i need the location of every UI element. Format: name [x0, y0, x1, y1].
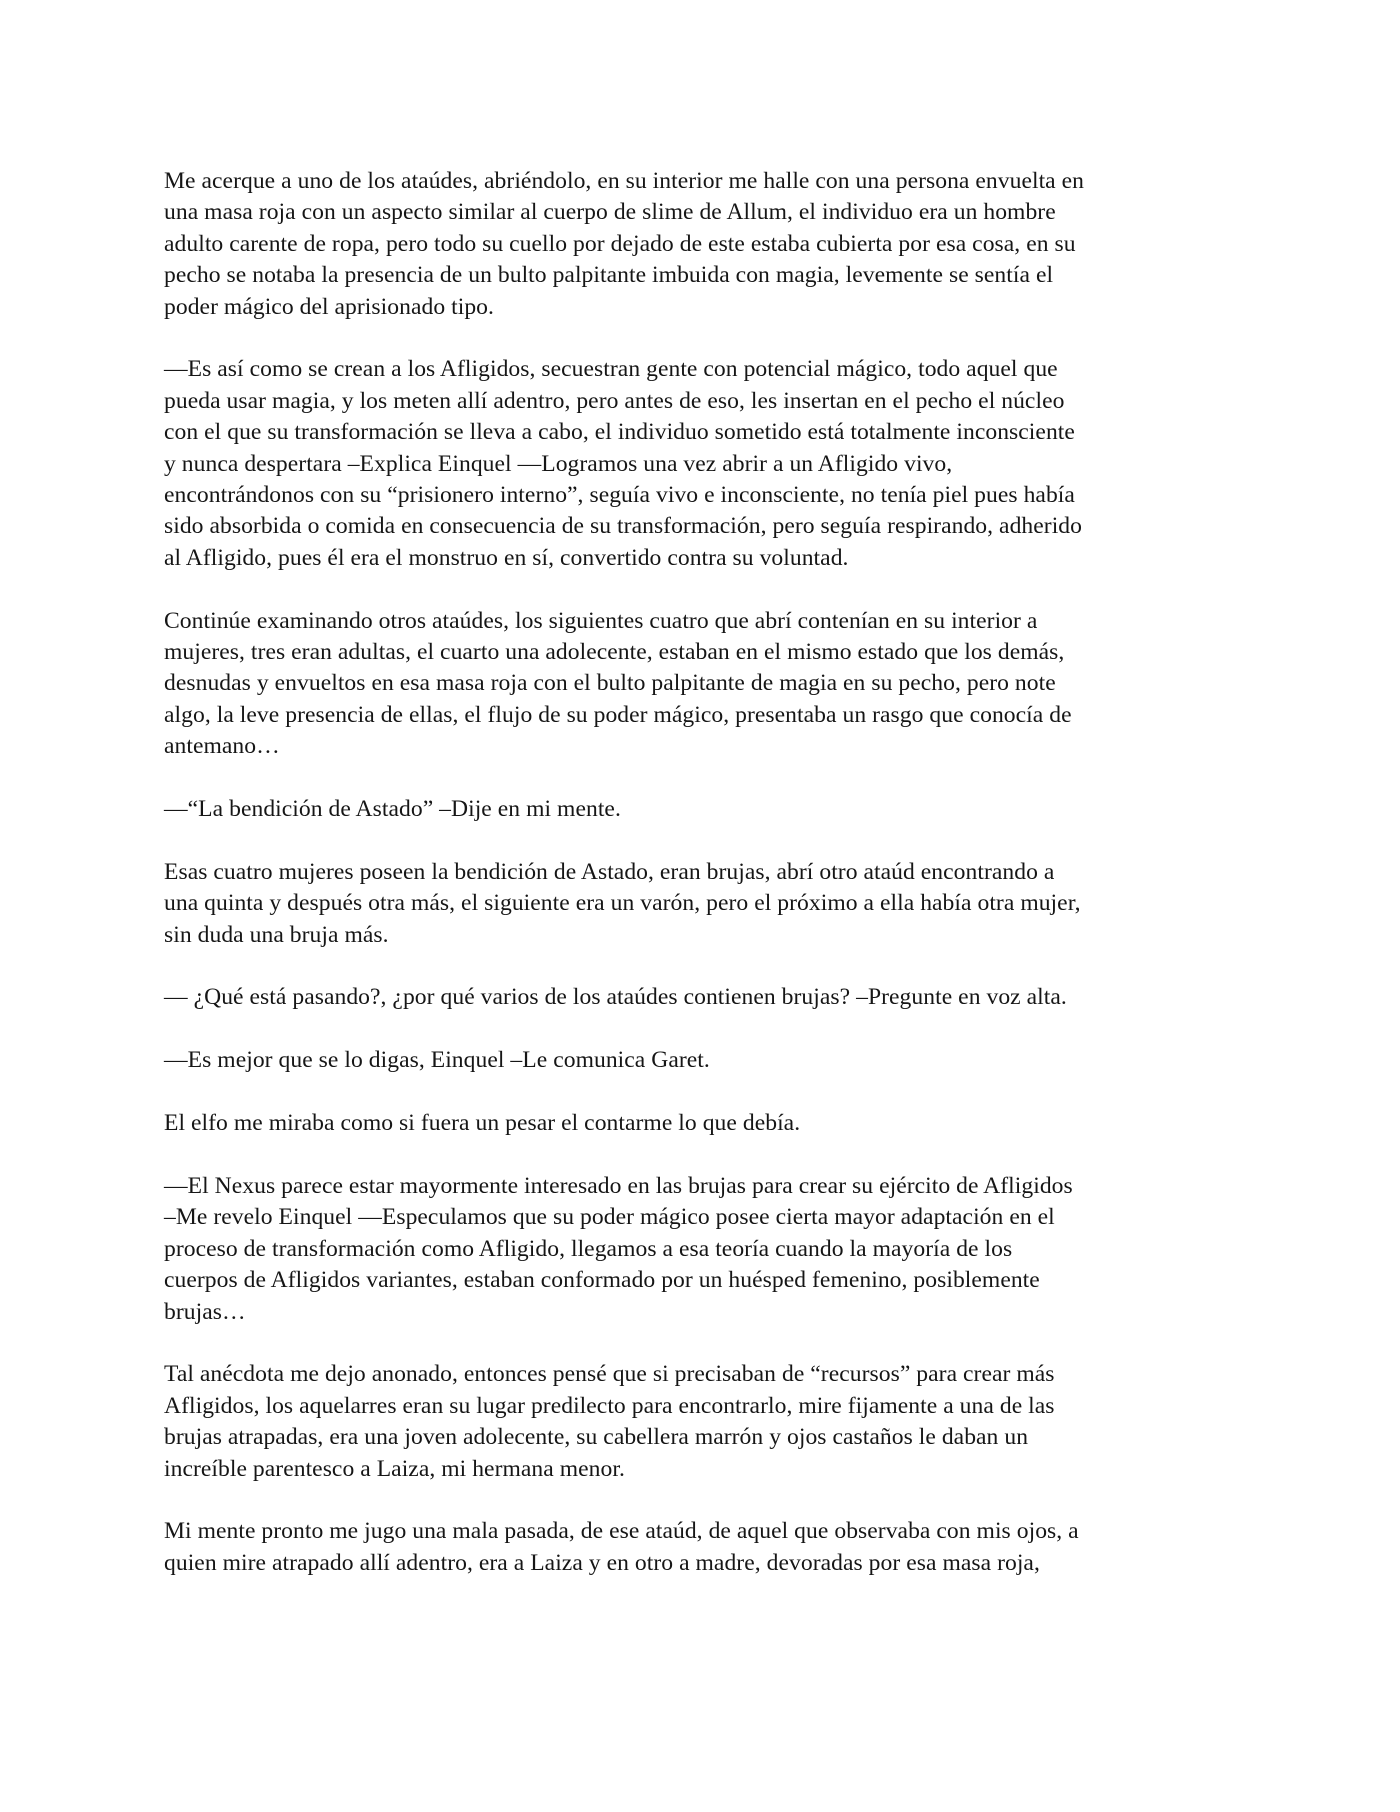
- text-line: algo, la leve presencia de ellas, el flujo de su poder mágico, presentaba un rasgo que conocía de: [164, 701, 1072, 728]
- text-line: cuerpos de Afligidos variantes, estaban conformado por un huésped femenino, posiblemente: [164, 1267, 1040, 1294]
- text-line: increíble parentesco a Laiza, mi hermana menor.: [164, 1455, 625, 1482]
- text-line: pueda usar magia, y los meten allí adentro, pero antes de eso, les insertan en el pecho el núcleo: [164, 387, 1065, 414]
- text-line: —Es mejor que se lo digas, Einquel –Le comunica Garet.: [164, 1047, 710, 1074]
- text-line: Esas cuatro mujeres poseen la bendición de Astado, eran brujas, abrí otro ataúd encontrando a: [164, 858, 1055, 885]
- paragraph: [164, 1108, 1236, 1139]
- paragraph: [164, 354, 1236, 574]
- text-line: sin duda una bruja más.: [164, 921, 389, 948]
- text-line: El elfo me miraba como si fuera un pesar el contarme lo que debía.: [164, 1110, 801, 1137]
- text-line: al Afligido, pues él era el monstruo en sí, convertido contra su voluntad.: [164, 544, 849, 571]
- text-line: una masa roja con un aspecto similar al cuerpo de slime de Allum, el individuo era un hombre: [164, 199, 1056, 226]
- text-line: Mi mente pronto me jugo una mala pasada, de ese ataúd, de aquel que observaba con mis ojos, a: [164, 1518, 1079, 1545]
- text-line: poder mágico del aprisionado tipo.: [164, 293, 494, 320]
- text-line: —Es así como se crean a los Afligidos, secuestran gente con potencial mágico, todo aquel que: [164, 356, 1058, 383]
- text-line: antemano…: [164, 733, 280, 760]
- text-line: adulto carente de ropa, pero todo su cuello por dejado de este estaba cubierta por esa cosa, en su: [164, 230, 1076, 257]
- paragraph: [164, 982, 1236, 1013]
- text-line: Afligidos, los aquelarres eran su lugar predilecto para encontrarlo, mire fijamente a una de las: [164, 1392, 1055, 1419]
- paragraph: [164, 166, 1236, 323]
- paragraph: [164, 1171, 1236, 1328]
- paragraph: [164, 1045, 1236, 1076]
- text-line: mujeres, tres eran adultas, el cuarto una adolecente, estaban en el mismo estado que los demás,: [164, 639, 1065, 666]
- text-line: Me acerque a uno de los ataúdes, abriéndolo, en su interior me halle con una persona envuelta en: [164, 168, 1085, 194]
- text-line: Continúe examinando otros ataúdes, los siguientes cuatro que abrí contenían en su interior a: [164, 607, 1038, 634]
- text-line: Tal anécdota me dejo anonado, entonces pensé que si precisaban de “recursos” para crear más: [164, 1361, 1055, 1388]
- text-line: brujas…: [164, 1298, 246, 1325]
- text-line: — ¿Qué está pasando?, ¿por qué varios de los ataúdes contienen brujas? –Pregunte en voz alta.: [164, 984, 1067, 1011]
- text-line: brujas atrapadas, era una joven adolecente, su cabellera marrón y ojos castaños le daban un: [164, 1424, 1029, 1451]
- paragraph: [164, 1516, 1236, 1579]
- text-line: —El Nexus parece estar mayormente interesado en las brujas para crear su ejército de Afligidos: [164, 1172, 1073, 1199]
- text-line: —“La bendición de Astado” –Dije en mi mente.: [164, 796, 621, 823]
- text-line: pecho se notaba la presencia de un bulto palpitante imbuida con magia, levemente se sentía el: [164, 262, 1054, 289]
- paragraph: [164, 1359, 1236, 1485]
- text-line: sido absorbida o comida en consecuencia de su transformación, pero seguía respirando, adherido: [164, 513, 1082, 540]
- text-line: quien mire atrapado allí adentro, era a Laiza y en otro a madre, devoradas por esa masa roja,: [164, 1549, 1040, 1576]
- text-line: y nunca despertara –Explica Einquel —Logramos una vez abrir a un Afligido vivo,: [164, 450, 953, 477]
- document-body: [164, 166, 1236, 1611]
- text-line: desnudas y envueltos en esa masa roja con el bulto palpitante de magia en su pecho, pero note: [164, 670, 1056, 697]
- text-line: con el que su transformación se lleva a cabo, el individuo sometido está totalmente inconsciente: [164, 419, 1075, 446]
- text-line: –Me revelo Einquel —Especulamos que su poder mágico posee cierta mayor adaptación en el: [164, 1204, 1055, 1231]
- paragraph: [164, 606, 1236, 763]
- paragraph: [164, 857, 1236, 951]
- text-line: proceso de transformación como Afligido, llegamos a esa teoría cuando la mayoría de los: [164, 1235, 1013, 1262]
- text-line: encontrándonos con su “prisionero interno”, seguía vivo e inconsciente, no tenía piel pues había: [164, 482, 1075, 509]
- text-line: una quinta y después otra más, el siguiente era un varón, pero el próximo a ella había otra mujer,: [164, 890, 1081, 917]
- paragraph: [164, 794, 1236, 825]
